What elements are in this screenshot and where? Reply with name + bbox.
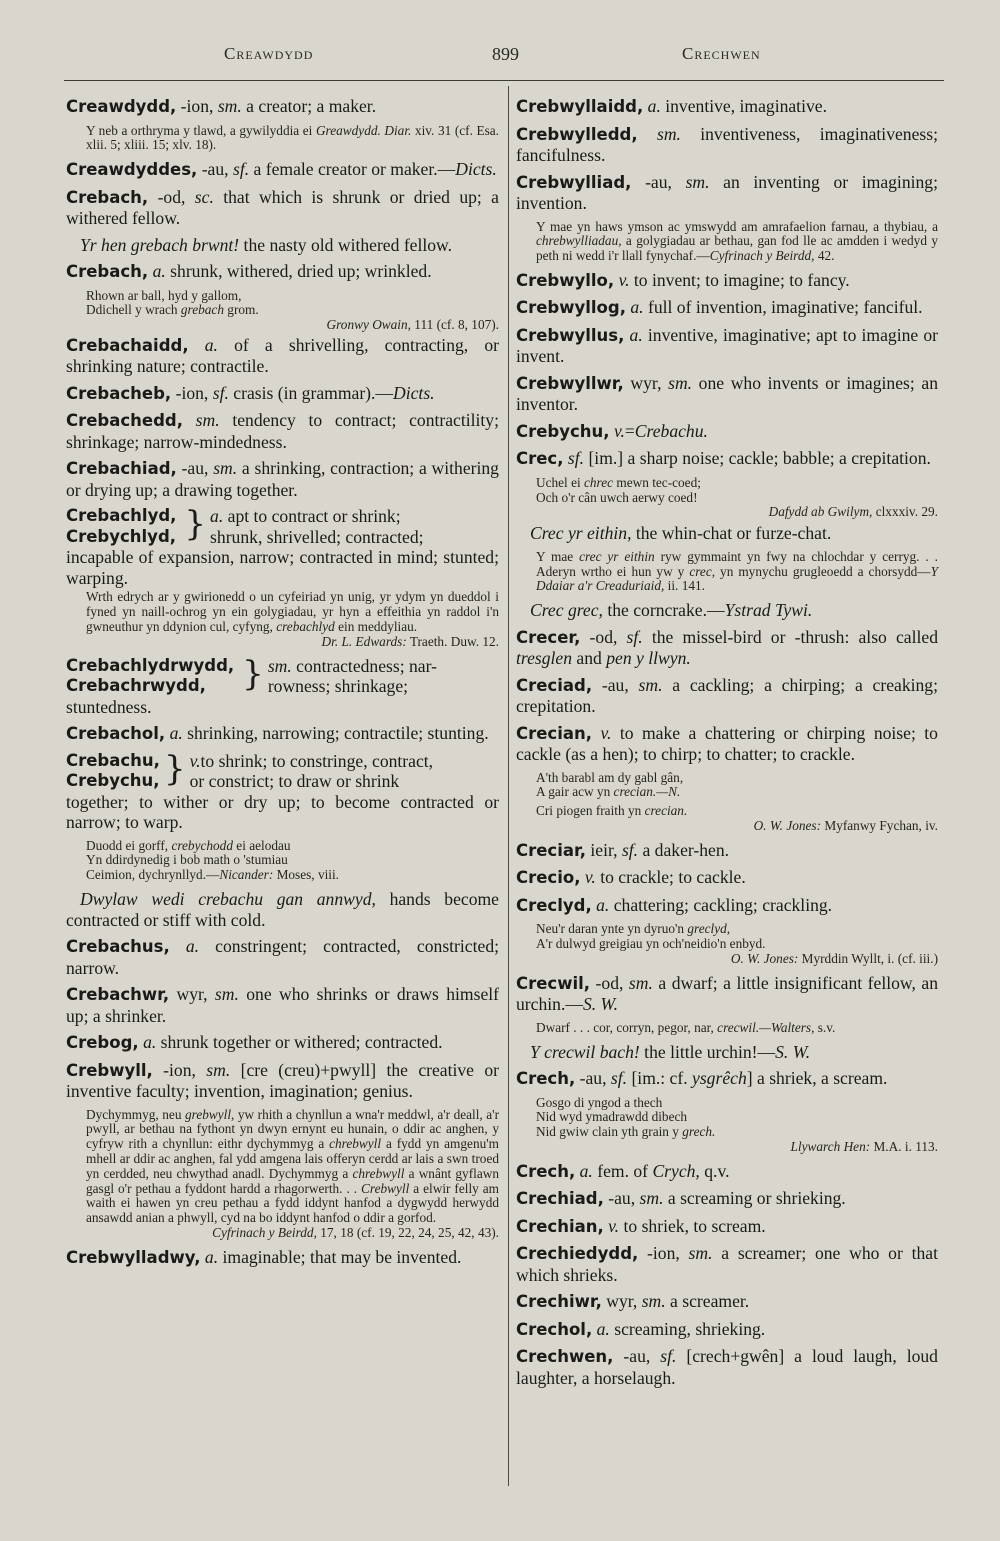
dictionary-entry: Crebachol, a. shrinking, narrowing; contractile; stunting. bbox=[66, 723, 489, 744]
dictionary-entry: Crebachus, a. constringent; contracted, constricted; narrow. bbox=[66, 936, 499, 978]
citation: Neu'r daran ynte yn dyruo'n greclyd, A'r dulwyd greigiau yn och'neidio'n enbyd. O. W. Jones: Myrddin Wyllt, i. (cf. iii.) bbox=[536, 921, 938, 966]
dictionary-entry: Crebwyllog, a. full of invention, imaginative; fanciful. bbox=[516, 297, 923, 318]
header-last-word: Crechwen bbox=[682, 44, 761, 63]
headword: Creclyd, bbox=[516, 895, 592, 915]
dictionary-entry: Crebychu, v.=Crebachu. bbox=[516, 420, 708, 441]
citation: Gosgo di yngod a thech Nid wyd ymadrawdd dibech Nid gwiw clain yth grain y grech. Llywarch Hen: M.A. i. 113. bbox=[536, 1094, 938, 1154]
headword: Creciar, bbox=[516, 840, 586, 860]
citation: Duodd ei gorff, crebychodd ei aelodau Yn ddirdynedig i bob math o 'stumiau Ceimion, dychrynllyd.—Nicander: Moses, viii. bbox=[86, 837, 340, 883]
dictionary-entry: Crebachlydrwydd, Crebachrwydd, } sm. contractedness; nar- rowness; shrinkage; stuntedness. bbox=[66, 653, 437, 717]
dictionary-entry: Crebachlyd, Crebychlyd, } a. apt to contract or shrink; shrunk, shrivelled; contracted; incapable of expansion, narrow; contracted in mind; stunted; warping. bbox=[66, 504, 499, 588]
headword: Crebychlyd, bbox=[66, 526, 177, 546]
headword: Crebachedd, bbox=[66, 411, 183, 431]
dictionary-entry: Crebach, -od, sc. that which is shrunk or dried up; a withered fellow. bbox=[66, 186, 499, 229]
headword: Crecian, bbox=[516, 723, 593, 743]
dictionary-entry: Crecio, v. to crackle; to cackle. bbox=[516, 867, 746, 888]
citation-source: Gronwy Owain, 111 (cf. 8, 107). bbox=[326, 317, 499, 333]
header-rule bbox=[64, 80, 944, 81]
dictionary-entry: Creciad, -au, sm. a cackling; a chirping; a creaking; crepitation. bbox=[516, 674, 938, 717]
headword: Crecer, bbox=[516, 627, 581, 647]
usage-example: Y crecwil bach! the little urchin!—S. W. bbox=[530, 1041, 811, 1062]
dictionary-entry: Crecian, v. to make a chattering or chirping noise; to cackle (as a hen); to chirp; to chatter; to crackle. bbox=[516, 722, 938, 765]
headword: Crecwil, bbox=[516, 973, 591, 993]
brace: } bbox=[163, 748, 186, 789]
dictionary-entry: Crechiwr, wyr, sm. a screamer. bbox=[516, 1291, 750, 1312]
headword: Creawdyddes, bbox=[66, 160, 198, 180]
headword: Crebachlyd, bbox=[66, 506, 177, 526]
citation-source: O. W. Jones: Myfanwy Fychan, iv. bbox=[753, 818, 938, 834]
headword: Crebychu, bbox=[66, 771, 160, 791]
headword: Crebach, bbox=[66, 262, 149, 282]
headword: Crebwyllus, bbox=[516, 325, 625, 345]
dictionary-entry: Creclyd, a. chattering; cackling; crackling. bbox=[516, 894, 833, 915]
dictionary-entry: Crebachiad, -au, sm. a shrinking, contraction; a withering or drying up; a drawing together. bbox=[66, 458, 499, 500]
headword: Crec, bbox=[516, 449, 564, 469]
right-column bbox=[516, 96, 938, 1394]
headword: Crebachiad, bbox=[66, 459, 177, 479]
headword: Crebwyllaidd, bbox=[516, 97, 644, 116]
headword: Crebachaidd, bbox=[66, 335, 189, 355]
usage-example: Dwylaw wedi crebachu gan annwyd, hands become contracted or stiff with cold. bbox=[66, 889, 499, 930]
headword: Crebog, bbox=[66, 1033, 139, 1053]
dictionary-entry: Crebachaidd, a. of a shrivelling, contracting, or shrinking nature; contractile. bbox=[66, 334, 499, 377]
usage-example: Crec yr eithin, the whin-chat or furze-chat. bbox=[530, 523, 832, 544]
dictionary-entry: Crec, sf. [im.] a sharp noise; cackle; babble; a crepitation. bbox=[516, 448, 931, 469]
dictionary-entry: Crechol, a. screaming, shrieking. bbox=[516, 1318, 766, 1339]
dictionary-entry: Crebwyllaidd, a. inventive, imaginative. bbox=[516, 96, 827, 116]
dictionary-entry: Crecwil, -od, sm. a dwarf; a little insignificant fellow, an urchin.—S. W. bbox=[516, 972, 938, 1015]
dictionary-entry: Crechwen, -au, sf. [crech+gwên] a loud laugh, loud laughter, a horselaugh. bbox=[516, 1346, 938, 1388]
headword: Crech, bbox=[516, 1069, 576, 1089]
citation-source: Cyfrinach y Beirdd, 17, 18 (cf. 19, 22, 24, 25, 42, 43). bbox=[212, 1224, 499, 1240]
usage-example: Yr hen grebach brwnt! the nasty old withered fellow. bbox=[80, 234, 453, 255]
headword: Crebwylladwy, bbox=[66, 1247, 201, 1267]
dictionary-entry: Creawdyddes, -au, sf. a female creator or maker.—Dicts. bbox=[66, 159, 497, 180]
dictionary-entry: Crechiad, -au, sm. a screaming or shrieking. bbox=[516, 1188, 846, 1209]
citation: Y neb a orthryma y tlawd, a gywilyddia ei Greawdydd. Diar. xiv. 31 (cf. Esa. xlii. 5; xliii. 15; xlv. 18). bbox=[86, 122, 499, 153]
dictionary-entry: Crebwylladwy, a. imaginable; that may be invented. bbox=[66, 1246, 462, 1267]
citation-source: O. W. Jones: Myrddin Wyllt, i. (cf. iii.) bbox=[730, 950, 938, 966]
dictionary-entry: Crebach, a. shrunk, withered, dried up; wrinkled. bbox=[66, 261, 432, 282]
headword: Crebwyllo, bbox=[516, 270, 615, 290]
dictionary-entry: Crebacheb, -ion, sf. crasis (in grammar).—Dicts. bbox=[66, 382, 435, 403]
citation: Rhown ar ball, hyd y gallom, Ddichell y wrach grebach grom. Gronwy Owain, 111 (cf. 8, 107). bbox=[86, 287, 499, 333]
headword: Crechian, bbox=[516, 1216, 604, 1236]
citation: Y mae yn haws ymson ac ymswydd am amrafaelion farnau, a thybiau, a chrebwylliadau, a golygiadau ar bethau, gan fod lle ac amdden i wedyd y peth ni wedd i'r llall fynychaf.—Cyfrinach y Beirdd, 42. bbox=[536, 218, 938, 264]
dictionary-entry: Creawdydd, -ion, sm. a creator; a maker. bbox=[66, 96, 377, 116]
citation: Y mae crec yr eithin ryw gymmaint yn fwy na chlochdar y cerryg. . . Aderyn wrtho ei hun yw y crec, yn mynychu grugleoedd a chorsydd—Y Ddaiar a'r Creaduriaid, ii. 141. bbox=[536, 548, 938, 594]
citation: Dychymmyg, neu grebwyll, yw rhith a chynllun a wna'r meddwl, a'r deall, a'r pwyll, ar bethau na fythont yn dwyn ernynt eu hunain, o ddir ac anghen, y cyfryw rith a chynllun: eithr dychymmyg a chrebwyll a fydd yn amgenu'm mhell ar ddir ac anghen, fal ydd amgena lais offeryn cerdd ar lais a swn troed yn cerdded, neu chwythad anadl. Dychymmyg a chrebwyll a wnânt gyflawn gasgl o'r pethau a fyddont hardd a rhagorwerth. . . Crebwyll a elwir felly am waith ei hawen yn creu pethau a fydd iddynt hanfod a dygwydd herwydd ansawdd anian a phwyll, cyd na bo iddynt hanfod o ddir a gorfod. Cyfrinach y Beirdd, 17, 18 (cf. 19, 22, 24, 25, 42, 43). bbox=[86, 1106, 499, 1240]
page-number: 899 bbox=[492, 44, 519, 64]
dictionary-entry: Crebwyllo, v. to invent; to imagine; to fancy. bbox=[516, 269, 850, 290]
column-divider bbox=[508, 86, 509, 1486]
headword: Crechiad, bbox=[516, 1189, 604, 1209]
headword: Creciad, bbox=[516, 675, 593, 695]
header-first-word: Creawdydd bbox=[224, 44, 314, 63]
citation-source: Llywarch Hen: M.A. i. 113. bbox=[790, 1138, 938, 1154]
left-column bbox=[66, 96, 499, 1274]
citation: Wrth edrych ar y gwirionedd o un cyfeiriad yn unig, yr ydym yn dueddol i fyned yn naill-ochrog yn ein golygiadau, yr hyn a effeithia yn raddol i'n gwneuthur yn ddynion cul, cyfyng, crebachlyd ein meddyliau. Dr. L. Edwards: Traeth. Duw. 12. bbox=[86, 589, 499, 649]
citation-source: Dr. L. Edwards: Traeth. Duw. 12. bbox=[321, 633, 499, 649]
dictionary-entry: Crebachu, Crebychu, } v.to shrink; to constringe, contract, or constrict; to draw or shrink together; to wither or dry up; to become contracted or narrow; to warp. bbox=[66, 748, 499, 833]
dictionary-entry: Crebog, a. shrunk together or withered; contracted. bbox=[66, 1032, 443, 1053]
headword: Crebwyll, bbox=[66, 1060, 153, 1080]
headword: Crechiedydd, bbox=[516, 1244, 639, 1264]
brace: } bbox=[242, 653, 264, 694]
headword: Crebachwr, bbox=[66, 985, 170, 1005]
dictionary-entry: Crecer, -od, sf. the missel-bird or -thrush: also called tresglen and pen y llwyn. bbox=[516, 626, 938, 669]
headword: Crebwylliad, bbox=[516, 172, 632, 192]
dictionary-entry: Crebachwr, wyr, sm. one who shrinks or draws himself up; a shrinker. bbox=[66, 984, 499, 1026]
citation: Uchel ei chrec mewn tec-coed; Och o'r cân uwch aerwy coed! Dafydd ab Gwilym, clxxxiv. 29. bbox=[536, 474, 938, 520]
headword: Crebwylledd, bbox=[516, 124, 638, 144]
headword: Creawdydd, bbox=[66, 97, 177, 116]
page-header bbox=[62, 44, 944, 74]
headword: Crebachol, bbox=[66, 724, 166, 744]
headword: Crebachrwydd, bbox=[66, 676, 206, 696]
headword: Crebwyllwr, bbox=[516, 373, 624, 393]
headword: Crebach, bbox=[66, 187, 149, 207]
dictionary-entry: Crebwyll, -ion, sm. [cre (creu)+pwyll] the creative or inventive faculty; invention, imagination; genius. bbox=[66, 1059, 499, 1102]
dictionary-entry: Crebwylliad, -au, sm. an inventing or imagining; invention. bbox=[516, 171, 938, 213]
dictionary-entry: Crebwylledd, sm. inventiveness, imaginativeness; fancifulness. bbox=[516, 123, 938, 165]
headword: Crebwyllog, bbox=[516, 298, 626, 318]
brace: } bbox=[184, 504, 207, 545]
headword: Crebachlydrwydd, bbox=[66, 655, 235, 675]
citation: A'th barabl am dy gabl gân, A gair acw yn crecian.—N. Cri piogen fraith yn crecian. O. W. Jones: Myfanwy Fychan, iv. bbox=[536, 769, 938, 834]
dictionary-entry: Crech, -au, sf. [im.: cf. ysgrêch] a shriek, a scream. bbox=[516, 1068, 888, 1089]
dictionary-entry: Crech, a. fem. of Crych, q.v. bbox=[516, 1160, 730, 1181]
headword: Crechwen, bbox=[516, 1347, 614, 1367]
headword: Crebachus, bbox=[66, 937, 170, 957]
headword: Crebychu, bbox=[516, 421, 610, 441]
headword: Crebachu, bbox=[66, 750, 160, 770]
dictionary-entry: Crebwyllwr, wyr, sm. one who invents or imagines; an inventor. bbox=[516, 372, 938, 415]
citation-source: Dafydd ab Gwilym, clxxxiv. 29. bbox=[768, 504, 938, 520]
headword: Crecio, bbox=[516, 868, 581, 888]
dictionary-entry: Crebwyllus, a. inventive, imaginative; apt to imagine or invent. bbox=[516, 324, 939, 367]
usage-example: Crec grec, the corncrake.—Ystrad Tywi. bbox=[530, 600, 813, 621]
dictionary-entry: Crechian, v. to shriek, to scream. bbox=[516, 1215, 766, 1236]
headword: Crech, bbox=[516, 1161, 576, 1181]
dictionary-entry: Crechiedydd, -ion, sm. a screamer; one who or that which shrieks. bbox=[516, 1243, 938, 1285]
dictionary-entry: Crebachedd, sm. tendency to contract; contractility; shrinkage; narrow-mindedness. bbox=[66, 410, 499, 452]
citation: Dwarf . . . cor, corryn, pegor, nar, crecwil.—Walters, s.v. bbox=[536, 1019, 836, 1035]
headword: Crechol, bbox=[516, 1319, 593, 1339]
headword: Crebacheb, bbox=[66, 383, 172, 403]
dictionary-entry: Creciar, ieir, sf. a daker-hen. bbox=[516, 839, 730, 860]
headword: Crechiwr, bbox=[516, 1292, 602, 1312]
